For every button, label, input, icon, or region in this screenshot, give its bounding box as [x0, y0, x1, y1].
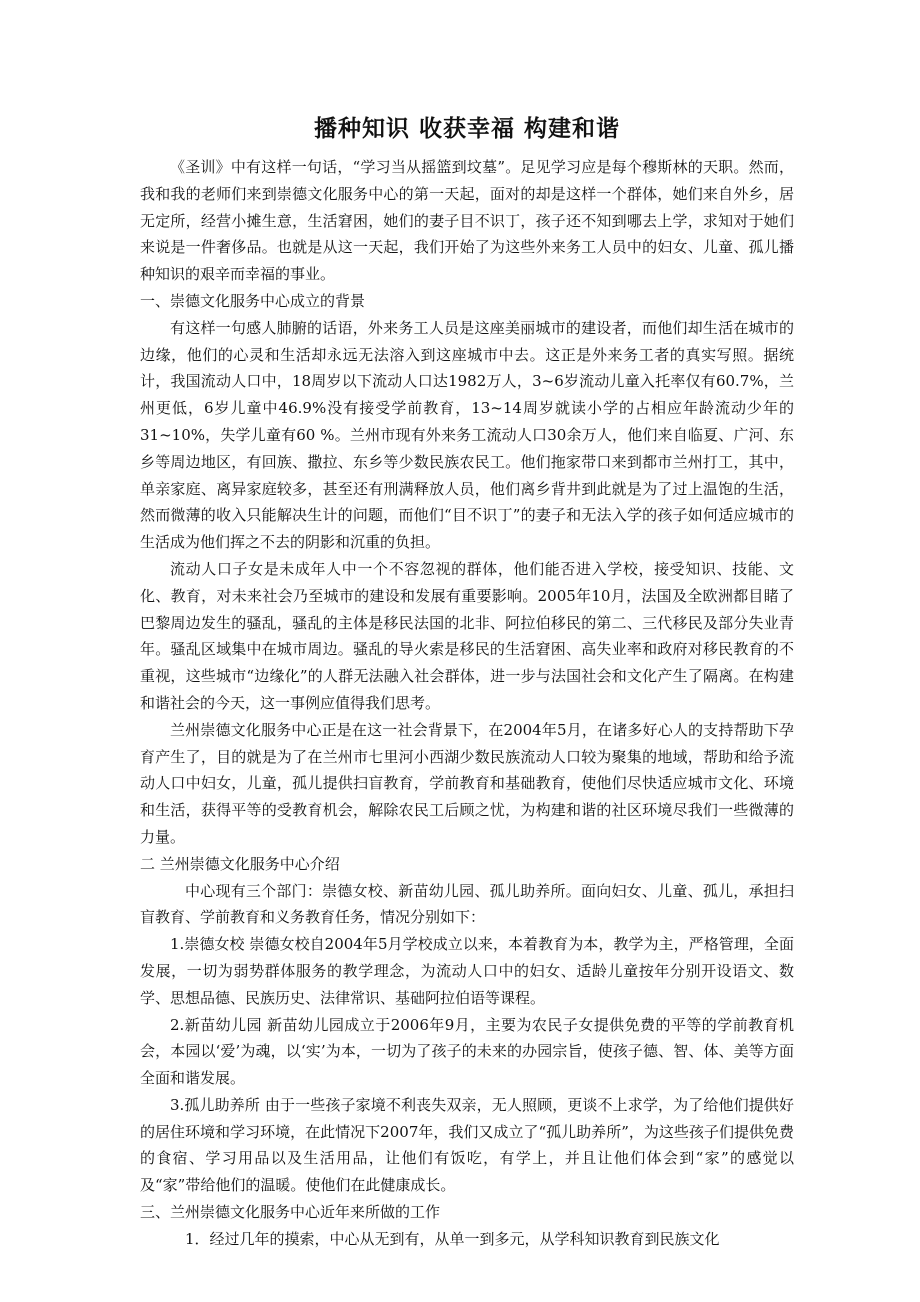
- section-heading-work: 三、兰州崇德文化服务中心近年来所做的工作: [140, 1203, 441, 1222]
- section-heading-background: 一、崇德文化服务中心成立的背景: [140, 291, 366, 310]
- paragraph-orphanage: 3.孤儿助养所 由于一些孩子家境不利丧失双亲，无人照顾，更谈不上求学，为了给他们提供好的居住环境和学习环境，在此情况下2007年，我们又成立了“孤儿助养所”，为这些孩子们提供免费的食宿、学习用品以及生活用品，让他们有饭吃，有学上，并且让他们体会到“家”的感觉以及“家”带给他们的温暖。使他们在此健康成长。: [140, 1095, 794, 1195]
- intro-paragraph: 《圣训》中有这样一句话，“学习当从摇篮到坟墓”。足见学习应是每个穆斯林的天职。然而，我和我的老师们来到崇德文化服务中心的第一天起，面对的却是这样一个群体，她们来自外乡，居无定所，经营小摊生意，生活窘困，她们的妻子目不识丁，孩子还不知到哪去上学，求知对于她们来说是一件奢侈品。也就是从这一天起，我们开始了为这些外来务工人员中的妇女、儿童、孤儿播种知识的艰辛而幸福的事业。: [140, 158, 794, 284]
- paragraph-work-1: 1．经过几年的摸索，中心从无到有，从单一到多元，从学科知识教育到民族文化: [185, 1229, 720, 1248]
- paragraph-background-1: 有这样一句感人肺腑的话语，外来务工人员是这座美丽城市的建设者，而他们却生活在城市的边缘，他们的心灵和生活却永远无法溶入到这座城市中去。这正是外来务工者的真实写照。据统计，我国流动人口中，18周岁以下流动人口达1982万人，3~6岁流动儿童入托率仅有60.7%，兰州更低，6岁儿童中46.9%没有接受学前教育，13~14周岁就读小学的占相应年龄流动少年的31~10%，失学儿童有60 %。兰州市现有外来务工流动人口30余万人，他们来自临夏、广河、东乡等周边地区，有回族、撒拉、东乡等少数民族农民工。他们拖家带口来到都市兰州打工，其中，单亲家庭、离异家庭较多，甚至还有刑满释放人员，他们离乡背井到此就是为了过上温饱的生活，然而微薄的收入只能解决生计的问题，而他们“目不识丁”的妻子和无法入学的孩子如何适应城市的生活成为他们挥之不去的阴影和沉重的负担。: [140, 318, 794, 552]
- paragraph-kindergarten: 2.新苗幼儿园 新苗幼儿园成立于2006年9月，主要为农民子女提供免费的平等的学前教育机会，本园以‘爱’为魂，以‘实’为本，一切为了孩子的未来的办园宗旨，使孩子德、智、体、美等方面全面和谐发展。: [140, 1015, 794, 1088]
- paragraph-background-2: 流动人口子女是未成年人中一个不容忽视的群体，他们能否进入学校，接受知识、技能、文化、教育，对未来社会乃至城市的建设和发展有重要影响。2005年10月，法国及全欧洲都目睹了巴黎周边发生的骚乱，骚乱的主体是移民法国的北非、阿拉伯移民的第二、三代移民及部分失业青年。骚乱区域集中在城市周边。骚乱的导火索是移民的生活窘困、高失业率和政府对移民教育的不重视，这些城市“边缘化”的人群无法融入社会群体，进一步与法国社会和文化产生了隔离。在构建和谐社会的今天，这一事例应值得我们思考。: [140, 559, 794, 712]
- document-page: [140, 112, 794, 1253]
- paragraph-departments: 中心现有三个部门：崇德女校、新苗幼儿园、孤儿助养所。面向妇女、儿童、孤儿，承担扫盲教育、学前教育和义务教育任务，情况分别如下：: [140, 881, 794, 927]
- paragraph-girls-school: 1.崇德女校 崇德女校自2004年5月学校成立以来，本着教育为本，教学为主，严格管理，全面发展，一切为弱势群体服务的教学理念，为流动人口中的妇女、适龄儿童按年分别开设语文、数学、思想品德、民族历史、法律常识、基础阿拉伯语等课程。: [140, 935, 794, 1007]
- section-heading-introduction: 二 兰州崇德文化服务中心介绍: [140, 854, 340, 873]
- document-title: 播种知识 收获幸福 构建和谐: [313, 116, 620, 142]
- paragraph-background-3: 兰州崇德文化服务中心正是在这一社会背景下，在2004年5月，在诸多好心人的支持帮助下孕育产生了，目的就是为了在兰州市七里河小西湖少数民族流动人口较为聚集的地域，帮助和给予流动人口中妇女，儿童，孤儿提供扫盲教育，学前教育和基础教育，使他们尽快适应城市文化、环境和生活，获得平等的受教育机会，解除农民工后顾之忧，为构建和谐的社区环境尽我们一些微薄的力量。: [140, 720, 794, 846]
